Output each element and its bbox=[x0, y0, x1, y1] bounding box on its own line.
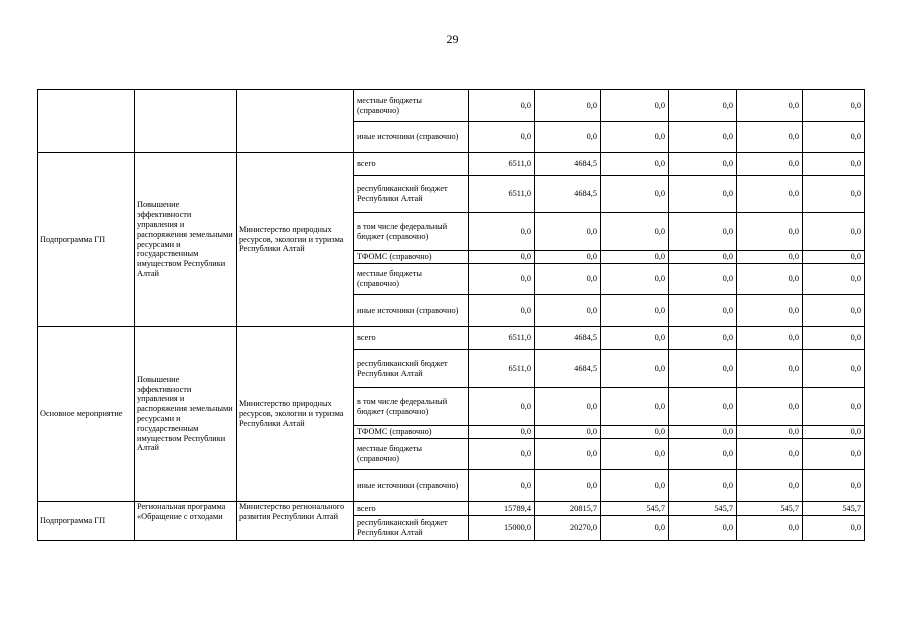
funding-value: 0,0 bbox=[669, 327, 737, 350]
funding-value: 6511,0 bbox=[469, 176, 535, 213]
funding-value: 0,0 bbox=[803, 295, 865, 327]
funding-value: 0,0 bbox=[803, 439, 865, 470]
funding-source-label: иные источники (справочно) bbox=[354, 122, 469, 153]
funding-value: 0,0 bbox=[469, 90, 535, 122]
funding-source-label: всего bbox=[354, 327, 469, 350]
funding-value: 545,7 bbox=[669, 502, 737, 516]
funding-value: 0,0 bbox=[669, 176, 737, 213]
funding-value: 0,0 bbox=[803, 251, 865, 264]
funding-source-label: республиканский бюджет Республики Алтай bbox=[354, 516, 469, 541]
funding-source-label: местные бюджеты (справочно) bbox=[354, 90, 469, 122]
funding-value: 0,0 bbox=[469, 295, 535, 327]
funding-value: 0,0 bbox=[669, 295, 737, 327]
funding-value: 0,0 bbox=[803, 176, 865, 213]
program-name-cell: Повышение эффективности управления и распоряжения земельными ресурсами и государственным имуществом Республики Алтай bbox=[135, 327, 237, 502]
funding-value: 0,0 bbox=[737, 426, 803, 439]
funding-value: 15000,0 bbox=[469, 516, 535, 541]
funding-value: 0,0 bbox=[803, 153, 865, 176]
funding-value: 0,0 bbox=[669, 251, 737, 264]
funding-value: 0,0 bbox=[737, 176, 803, 213]
funding-value: 20270,0 bbox=[535, 516, 601, 541]
funding-value: 0,0 bbox=[535, 264, 601, 295]
responsible-executor-cell bbox=[237, 90, 354, 153]
funding-value: 0,0 bbox=[601, 516, 669, 541]
funding-table bbox=[37, 89, 865, 541]
funding-source-label: республиканский бюджет Республики Алтай bbox=[354, 350, 469, 388]
funding-value: 0,0 bbox=[737, 264, 803, 295]
funding-value: 0,0 bbox=[601, 388, 669, 426]
funding-value: 6511,0 bbox=[469, 327, 535, 350]
funding-value: 0,0 bbox=[737, 327, 803, 350]
funding-value: 0,0 bbox=[669, 388, 737, 426]
funding-value: 0,0 bbox=[535, 90, 601, 122]
funding-value: 0,0 bbox=[601, 90, 669, 122]
funding-value: 0,0 bbox=[601, 213, 669, 251]
funding-value: 0,0 bbox=[601, 470, 669, 502]
funding-value: 0,0 bbox=[669, 350, 737, 388]
funding-source-label: местные бюджеты (справочно) bbox=[354, 439, 469, 470]
funding-value: 545,7 bbox=[601, 502, 669, 516]
program-name-cell bbox=[135, 90, 237, 153]
funding-value: 0,0 bbox=[601, 350, 669, 388]
funding-value: 0,0 bbox=[601, 264, 669, 295]
funding-value: 6511,0 bbox=[469, 153, 535, 176]
funding-source-label: ТФОМС (справочно) bbox=[354, 426, 469, 439]
table-row bbox=[38, 502, 865, 516]
funding-source-label: ТФОМС (справочно) bbox=[354, 251, 469, 264]
page-number: 29 bbox=[446, 32, 459, 46]
funding-value: 0,0 bbox=[535, 295, 601, 327]
funding-value: 0,0 bbox=[669, 122, 737, 153]
funding-source-label: иные источники (справочно) bbox=[354, 470, 469, 502]
funding-source-label: всего bbox=[354, 502, 469, 516]
funding-value: 0,0 bbox=[737, 295, 803, 327]
funding-value: 4684,5 bbox=[535, 176, 601, 213]
funding-value: 545,7 bbox=[803, 502, 865, 516]
funding-value: 0,0 bbox=[803, 90, 865, 122]
funding-source-label: иные источники (справочно) bbox=[354, 295, 469, 327]
funding-value: 0,0 bbox=[737, 516, 803, 541]
program-type-cell bbox=[38, 90, 135, 153]
funding-value: 0,0 bbox=[803, 388, 865, 426]
responsible-executor-cell: Министерство регионального развития Республики Алтай bbox=[237, 502, 354, 541]
program-name-cell: Региональная программа «Обращение с отходами bbox=[135, 502, 237, 541]
funding-value: 0,0 bbox=[535, 426, 601, 439]
funding-value: 4684,5 bbox=[535, 153, 601, 176]
funding-value: 0,0 bbox=[669, 90, 737, 122]
funding-value: 0,0 bbox=[737, 153, 803, 176]
funding-value: 0,0 bbox=[669, 470, 737, 502]
program-type-cell: Основное мероприятие bbox=[38, 327, 135, 502]
funding-source-label: в том числе федеральный бюджет (справочно) bbox=[354, 388, 469, 426]
funding-value: 0,0 bbox=[469, 122, 535, 153]
funding-value: 20815,7 bbox=[535, 502, 601, 516]
table-row bbox=[38, 327, 865, 350]
program-name-cell: Повышение эффективности управления и распоряжения земельными ресурсами и государственным имуществом Республики Алтай bbox=[135, 153, 237, 327]
funding-source-label: местные бюджеты (справочно) bbox=[354, 264, 469, 295]
funding-value: 0,0 bbox=[737, 251, 803, 264]
funding-value: 0,0 bbox=[669, 426, 737, 439]
funding-value: 0,0 bbox=[803, 426, 865, 439]
funding-value: 0,0 bbox=[469, 251, 535, 264]
funding-source-label: республиканский бюджет Республики Алтай bbox=[354, 176, 469, 213]
funding-value: 6511,0 bbox=[469, 350, 535, 388]
funding-value: 0,0 bbox=[601, 426, 669, 439]
funding-value: 0,0 bbox=[601, 295, 669, 327]
program-type-cell: Подпрограмма ГП bbox=[38, 153, 135, 327]
program-type-cell: Подпрограмма ГП bbox=[38, 502, 135, 541]
funding-value: 0,0 bbox=[737, 213, 803, 251]
table-row bbox=[38, 153, 865, 176]
funding-value: 0,0 bbox=[601, 327, 669, 350]
funding-value: 0,0 bbox=[737, 350, 803, 388]
funding-value: 0,0 bbox=[535, 213, 601, 251]
funding-value: 0,0 bbox=[803, 264, 865, 295]
responsible-executor-cell: Министерство природных ресурсов, экологии и туризма Республики Алтай bbox=[237, 153, 354, 327]
funding-value: 0,0 bbox=[469, 470, 535, 502]
table-row bbox=[38, 90, 865, 122]
funding-value: 0,0 bbox=[535, 388, 601, 426]
funding-value: 0,0 bbox=[601, 251, 669, 264]
funding-value: 0,0 bbox=[469, 213, 535, 251]
funding-value: 0,0 bbox=[669, 153, 737, 176]
funding-value: 0,0 bbox=[601, 153, 669, 176]
funding-value: 0,0 bbox=[737, 439, 803, 470]
funding-value: 0,0 bbox=[601, 176, 669, 213]
funding-source-label: всего bbox=[354, 153, 469, 176]
funding-value: 0,0 bbox=[469, 439, 535, 470]
funding-value: 0,0 bbox=[469, 426, 535, 439]
funding-value: 0,0 bbox=[535, 439, 601, 470]
responsible-executor-cell: Министерство природных ресурсов, экологии и туризма Республики Алтай bbox=[237, 327, 354, 502]
funding-value: 0,0 bbox=[803, 213, 865, 251]
funding-value: 0,0 bbox=[737, 470, 803, 502]
funding-value: 0,0 bbox=[601, 439, 669, 470]
funding-value: 0,0 bbox=[737, 90, 803, 122]
funding-value: 4684,5 bbox=[535, 350, 601, 388]
funding-value: 4684,5 bbox=[535, 327, 601, 350]
funding-value: 15789,4 bbox=[469, 502, 535, 516]
funding-value: 0,0 bbox=[469, 264, 535, 295]
funding-value: 0,0 bbox=[535, 251, 601, 264]
funding-value: 0,0 bbox=[803, 122, 865, 153]
funding-value: 0,0 bbox=[803, 516, 865, 541]
funding-value: 0,0 bbox=[737, 388, 803, 426]
funding-value: 0,0 bbox=[535, 470, 601, 502]
funding-value: 0,0 bbox=[803, 350, 865, 388]
funding-value: 0,0 bbox=[803, 470, 865, 502]
funding-value: 0,0 bbox=[669, 213, 737, 251]
funding-source-label: в том числе федеральный бюджет (справочно) bbox=[354, 213, 469, 251]
funding-value: 545,7 bbox=[737, 502, 803, 516]
funding-value: 0,0 bbox=[669, 264, 737, 295]
funding-value: 0,0 bbox=[601, 122, 669, 153]
funding-value: 0,0 bbox=[737, 122, 803, 153]
funding-value: 0,0 bbox=[535, 122, 601, 153]
funding-value: 0,0 bbox=[803, 327, 865, 350]
funding-value: 0,0 bbox=[669, 439, 737, 470]
funding-value: 0,0 bbox=[469, 388, 535, 426]
funding-value: 0,0 bbox=[669, 516, 737, 541]
